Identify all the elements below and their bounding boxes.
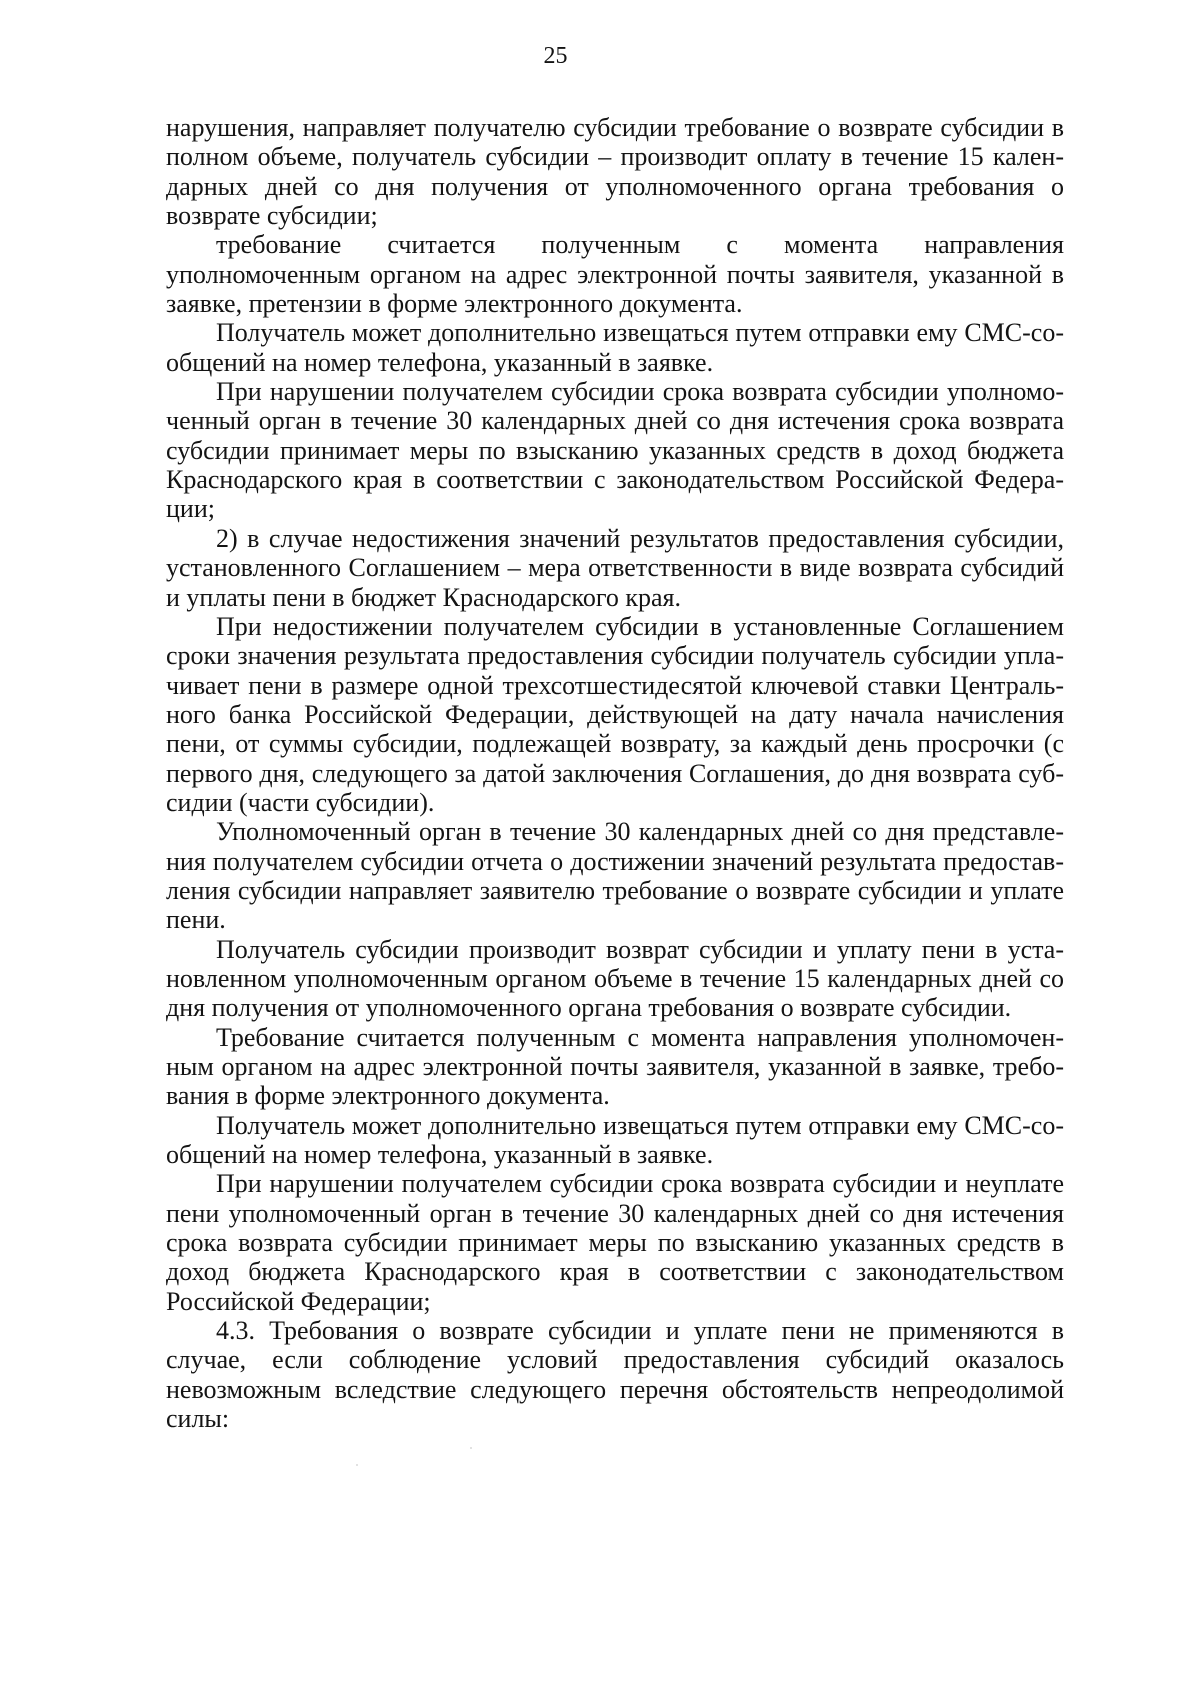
paragraph: 4.3. Требования о возврате субсидии и уплате пени не применяются в случае, если соблюдение условий предоставления субсидий оказалось невозможным вследствие следующего перечня обстоятельств непреодолимой силы:: [166, 1316, 1064, 1434]
scan-artifact: [356, 1464, 358, 1466]
document-body: [166, 113, 1064, 1433]
paragraph: Получатель может дополнительно извещаться путем отправки ему СМС-сообщений на номер телефона, указанный в заявке.: [166, 318, 1064, 377]
paragraph-continuation: нарушения, направляет получателю субсидии требование о возврате субсидии в полном объеме, получатель субсидии – производит оплату в течение 15 календарных дней со дня получения от уполномоченного органа требования о возврате субсидии;: [166, 113, 1064, 231]
paragraph: Требование считается полученным с момента направления уполномоченным органом на адрес электронной почты заявителя, указанной в заявке, требования в форме электронного документа.: [166, 1022, 1064, 1111]
paragraph: требование считается полученным с момента направления уполномоченным органом на адрес электронной почты заявителя, указанной в заявке, претензии в форме электронного документа.: [166, 230, 1064, 319]
page-number: 25: [543, 43, 568, 69]
paragraph: 2) в случае недостижения значений результатов предоставления субсидии, установленного Соглашением – мера ответственности в виде возврата субсидий и уплаты пени в бюджет Краснодарского края.: [166, 523, 1064, 612]
paragraph: Уполномоченный орган в течение 30 календарных дней со дня представления получателем субсидии отчета о достижении значений результата предоставления субсидии направляет заявителю требование о возврате субсидии и уплате пени.: [166, 817, 1064, 935]
scan-artifact: [470, 1447, 472, 1449]
paragraph: Получатель может дополнительно извещаться путем отправки ему СМС-сообщений на номер телефона, указанный в заявке.: [166, 1110, 1064, 1170]
paragraph: При нарушении получателем субсидии срока возврата субсидии уполномоченный орган в течение 30 календарных дней со дня истечения срока возврата субсидии принимает меры по взысканию указанных средств в доход бюджета Краснодарского края в соответствии с законодательством Российской Федерации;: [166, 377, 1064, 524]
paragraph: При недостижении получателем субсидии в установленные Соглашением сроки значения результата предоставления субсидии получатель субсидии уплачивает пени в размере одной трехсотшестидесятой ключевой ставки Центрального банка Российской Федерации, действующей на дату начала начисления пени, от суммы субсидии, подлежащей возврату, за каждый день просрочки (с первого дня, следующего за датой заключения Соглашения, до дня возврата субсидии (части субсидии).: [166, 611, 1064, 817]
paragraph: При нарушении получателем субсидии срока возврата субсидии и неуплате пени уполномоченный орган в течение 30 календарных дней со дня истечения срока возврата субсидии принимает меры по взысканию указанных средств в доход бюджета Краснодарского края в соответствии с законодательством Российской Федерации;: [166, 1169, 1064, 1316]
paragraph: Получатель субсидии производит возврат субсидии и уплату пени в установленном уполномоченным органом объеме в течение 15 календарных дней со дня получения от уполномоченного органа требования о возврате субсидии.: [166, 934, 1064, 1023]
